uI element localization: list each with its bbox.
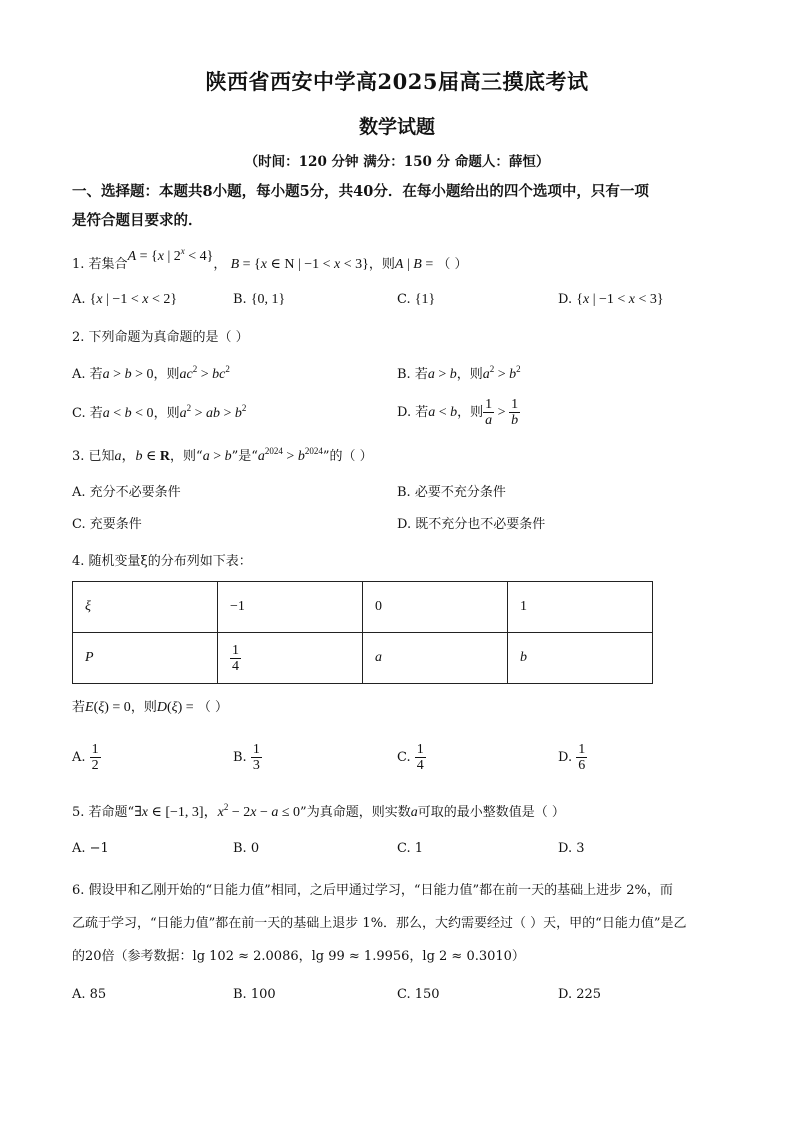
section-heading-line2: 是符合题目要求的． bbox=[72, 212, 203, 229]
question-3-option-b[interactable]: B. 必要不充分条件 bbox=[397, 485, 506, 500]
question-6-stem-line1: 6. 假设甲和乙刚开始的“日能力值”相同，之后甲通过学习，“日能力值”都在前一天的基础上进步 2%，而 bbox=[72, 883, 673, 898]
question-2-option-c[interactable]: C. 若a < b < 0，则$a^2$ > ab > $b^2$ bbox=[72, 403, 247, 421]
question-4-condition: 若E(ξ) = 0，则D(ξ) = （ ） bbox=[72, 700, 228, 715]
question-2-option-a[interactable]: A. 若a > b > 0，则$ac^2 > bc^2$ bbox=[72, 364, 230, 382]
table-cell: 1 bbox=[508, 582, 653, 633]
question-6-option-a[interactable]: A. 85 bbox=[72, 987, 107, 1002]
question-5-stem: 5. 若命题“∃x ∈ [−1, 3]，$x^2 - 2x - a \le 0$”为真命题，则实数a可取的最小整数值是（ ） bbox=[72, 802, 565, 820]
question-4-option-a[interactable]: A. $\frac{1}{2}$ bbox=[72, 742, 99, 773]
question-6-option-d[interactable]: D. 225 bbox=[558, 987, 602, 1002]
exam-info: （时间：120 分钟 满分：150 分 命题人：薛恒） bbox=[244, 154, 550, 170]
question-3-option-a[interactable]: A. 充分不必要条件 bbox=[72, 485, 181, 500]
table-cell: 0 bbox=[363, 582, 508, 633]
question-3-option-d[interactable]: D. 既不充分也不必要条件 bbox=[397, 517, 546, 532]
question-6-option-c[interactable]: C. 150 bbox=[397, 987, 440, 1002]
question-5-option-c[interactable]: C. 1 bbox=[397, 841, 424, 856]
question-2-option-d[interactable]: D. 若a < b，则 $\frac{1}{a}$ > $\frac{1}{b}$ bbox=[397, 397, 519, 428]
section-heading-line1: 一、选择题：本题共8小题，每小题5分，共40分．在每小题给出的四个选项中，只有一项 bbox=[72, 183, 649, 200]
table-cell: $\frac{1}{4}$ bbox=[218, 633, 363, 684]
question-5-option-a[interactable]: A. −1 bbox=[72, 841, 109, 856]
question-3-option-c[interactable]: C. 充要条件 bbox=[72, 517, 142, 532]
question-6-option-b[interactable]: B. 100 bbox=[233, 987, 276, 1002]
exam-title: 陕西省西安中学高2025届高三摸底考试 bbox=[205, 69, 589, 94]
question-1-stem: 1. 若集合A = {x | $2^x < 4$}， B = {x ∈ N | −1 < x < 3}，则A | B = （ ） bbox=[72, 246, 468, 272]
question-4-stem: 4. 随机变量ξ的分布列如下表： bbox=[72, 554, 252, 569]
question-6-stem-line2: 乙疏于学习，“日能力值”都在前一天的基础上退步 1%．那么，大约需要经过（ ）天，甲的“日能力值”是乙 bbox=[72, 916, 687, 931]
question-1-option-c[interactable]: C. {1} bbox=[397, 292, 436, 307]
table-cell: P bbox=[73, 633, 218, 684]
question-1-option-b[interactable]: B. {0, 1} bbox=[233, 292, 286, 307]
question-1-option-a[interactable]: A. {x | −1 < x < 2} bbox=[72, 292, 178, 307]
table-cell: ξ bbox=[73, 582, 218, 633]
table-cell: a bbox=[363, 633, 508, 684]
exam-subtitle: 数学试题 bbox=[358, 116, 435, 138]
question-5-option-d[interactable]: D. 3 bbox=[558, 841, 585, 856]
question-4-option-c[interactable]: C. $\frac{1}{4}$ bbox=[397, 742, 424, 773]
question-5-option-b[interactable]: B. 0 bbox=[233, 841, 260, 856]
table-cell: −1 bbox=[218, 582, 363, 633]
question-4-option-b[interactable]: B. $\frac{1}{3}$ bbox=[233, 742, 260, 773]
question-1-option-d[interactable]: D. {x | −1 < x < 3} bbox=[558, 292, 664, 307]
question-2-option-b[interactable]: B. 若a > b，则$a^2 > b^2$ bbox=[397, 364, 521, 382]
question-3-stem: 3. 已知a，b ∈ R，则“a > b”是“$a^{2024} > b^{2024}$”的（ ） bbox=[72, 446, 373, 464]
table-row bbox=[73, 633, 653, 684]
table-row bbox=[73, 582, 653, 633]
question-4-option-d[interactable]: D. $\frac{1}{6}$ bbox=[558, 742, 586, 773]
distribution-table bbox=[72, 581, 653, 684]
table-cell: b bbox=[508, 633, 653, 684]
question-6-stem-line3: 的20倍（参考数据：lg 102 ≈ 2.0086，lg 99 ≈ 1.9956，lg 2 ≈ 0.3010） bbox=[72, 949, 525, 964]
question-2-stem: 2. 下列命题为真命题的是（ ） bbox=[72, 330, 249, 345]
